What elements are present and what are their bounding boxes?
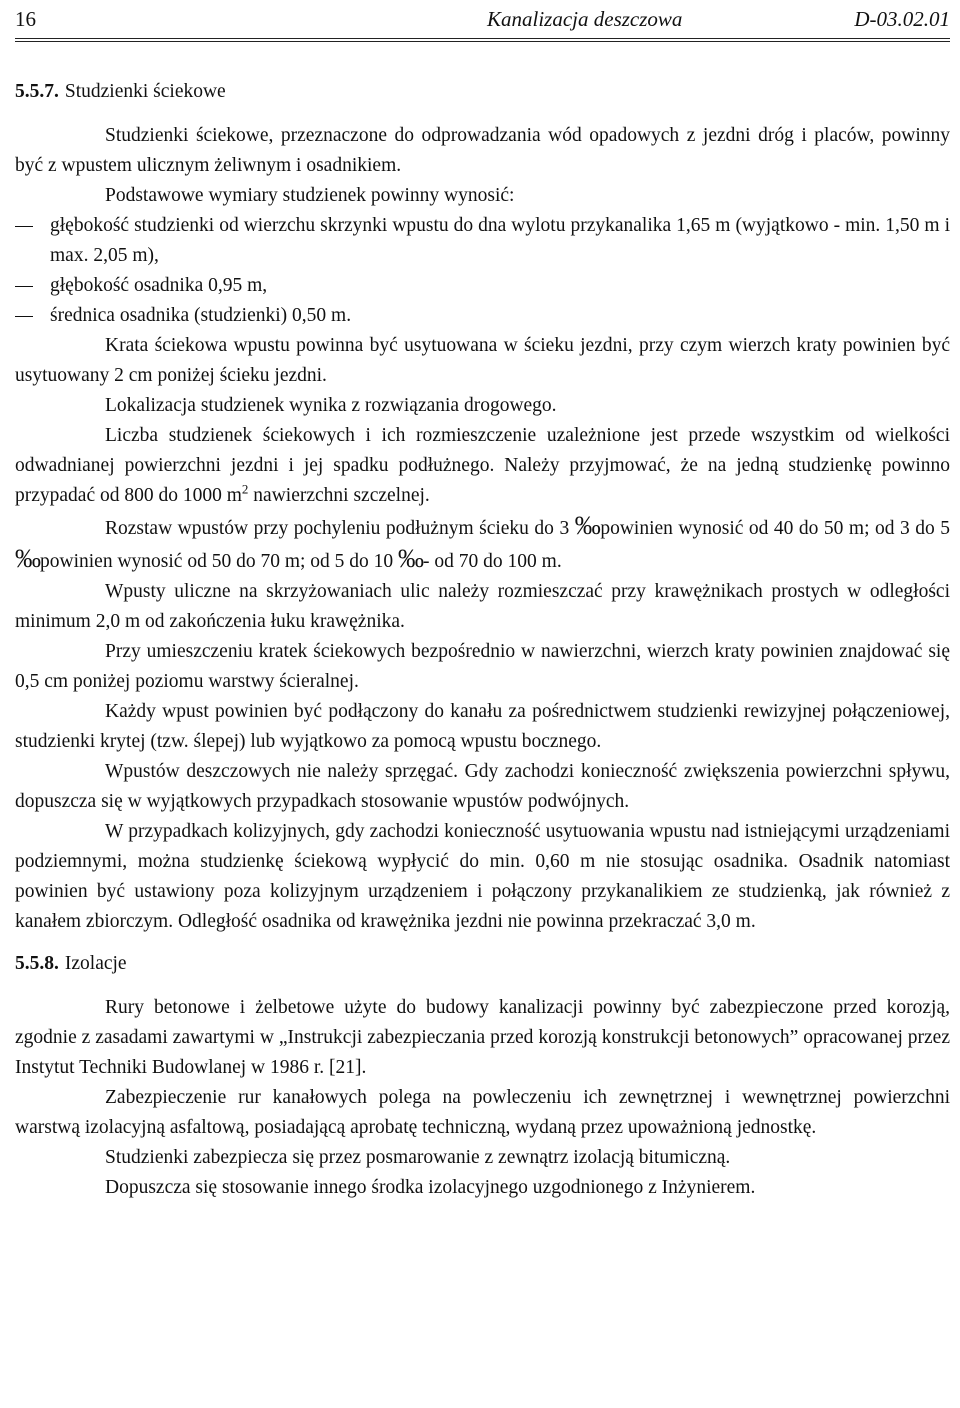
paragraph (15, 421, 950, 511)
paragraph: Przy umieszczeniu kratek ściekowych bezpośrednio w nawierzchni, wierzch kraty powinien znajdować się 0,5 cm poniżej poziomu warstwy ścieralnej. (15, 641, 950, 692)
paragraph-text: powinien wynosić od 50 do 70 m; od 5 do 10 (40, 551, 399, 572)
paragraph-text: nawierzchni szczelnej. (248, 485, 430, 506)
paragraph-text: Rozstaw wpustów przy pochyleniu podłużnym ścieku do 3 (105, 518, 575, 539)
list-item: głębokość studzienki od wierzchu skrzynki wpustu do dna wylotu przykanalika 1,65 m (wyjątkowo - min. 1,50 m i max. 2,05 m), (15, 211, 950, 271)
paragraph-text: powinien wynosić od 40 do 50 m; od 3 do 5 (600, 518, 951, 539)
paragraph-text: Liczba studzienek ściekowych i ich rozmieszczenie uzależnione jest przede wszystkim od wielkości odwadnianej powierzchni jezdni i jej spadku podłużnego. Należy przyjmować, że na jedną studzienkę powinno przypadać od 800 do 1000 m (15, 425, 950, 506)
paragraph: Studzienki ściekowe, przeznaczone do odprowadzania wód opadowych z jezdni dróg i placów, powinny być z wpustem ulicznym żeliwnym i osadnikiem. (15, 125, 950, 176)
section-title: Studzienki ściekowe (64, 81, 226, 102)
page-header (15, 4, 950, 39)
section-heading-5-5-7 (15, 77, 950, 107)
paragraph: W przypadkach kolizyjnych, gdy zachodzi konieczność usytuowania wpustu nad istniejącymi urządzeniami podziemnymi, można studzienkę ściekową wypłycić do min. 0,60 m nie stosując osadnika. Osadnik natomiast powinien być ustawiony poza kolizyjnym urządzeniem i połączony przykanalikiem ze studzienką, jak również z kanałem zbiorczym. Odległość osadnika od krawężnika jezdni nie powinna przekraczać 3,0 m. (15, 821, 950, 932)
paragraph-text: - od 70 do 100 m. (423, 551, 562, 572)
section-number: 5.5.8. (15, 953, 59, 974)
paragraph: Krata ściekowa wpustu powinna być usytuowana w ścieku jezdni, przy czym wierzch kraty powinien być usytuowany 2 cm poniżej ścieku jezdni. (15, 335, 950, 386)
permil-sign: ‰ (15, 544, 40, 573)
list-item: głębokość osadnika 0,95 m, (15, 271, 950, 301)
section-number: 5.5.7. (15, 81, 59, 102)
document-page (15, 0, 950, 1203)
paragraph: Wpusty uliczne na skrzyżowaniach ulic należy rozmieszczać przy krawężnikach prostych w odległości minimum 2,0 m od zakończenia łuku krawężnika. (15, 581, 950, 632)
paragraph: Każdy wpust powinien być podłączony do kanału za pośrednictwem studzienki rewizyjnej połączeniowej, studzienki krytej (tzw. ślepej) lub wyjątkowo za pomocą wpustu bocznego. (15, 701, 950, 752)
paragraph: Rury betonowe i żelbetowe użyte do budowy kanalizacji powinny być zabezpieczone przed korozją, zgodnie z zasadami zawartymi w „Instrukcji zabezpieczania przed korozją konstrukcji betonowych” opracowanej przez Instytut Techniki Budowlanej w 1986 r. [21]. (15, 997, 950, 1078)
paragraph: Podstawowe wymiary studzienek powinny wynosić: (105, 185, 515, 206)
section-heading-5-5-8 (15, 949, 950, 979)
paragraph: Studzienki zabezpiecza się przez posmarowanie z zewnątrz izolacją bitumiczną. (105, 1147, 731, 1168)
superscript: 2 (241, 481, 249, 497)
section-title: Izolacje (64, 953, 127, 974)
page-number: 16 (15, 7, 36, 31)
paragraph: Wpustów deszczowych nie należy sprzęgać. Gdy zachodzi konieczność zwiększenia powierzchni spływu, dopuszcza się w wyjątkowych przypadkach stosowanie wpustów podwójnych. (15, 761, 950, 812)
dimension-list (15, 211, 950, 331)
paragraph: Lokalizacja studzienek wynika z rozwiązania drogowego. (105, 395, 557, 416)
paragraph (15, 511, 950, 577)
list-item: średnica osadnika (studzienki) 0,50 m. (15, 301, 950, 331)
document-title: Kanalizacja deszczowa (487, 7, 683, 31)
document-code: D-03.02.01 (854, 7, 950, 31)
permil-sign: ‰ (574, 511, 601, 540)
permil-sign: ‰ (398, 544, 424, 573)
paragraph: Dopuszcza się stosowanie innego środka izolacyjnego uzgodnionego z Inżynierem. (105, 1177, 756, 1198)
paragraph: Zabezpieczenie rur kanałowych polega na powleczeniu ich zewnętrznej i wewnętrznej powierzchni warstwą izolacyjną asfaltową, posiadającą aprobatę techniczną, wydaną przez upoważnioną jednostkę. (15, 1087, 950, 1138)
